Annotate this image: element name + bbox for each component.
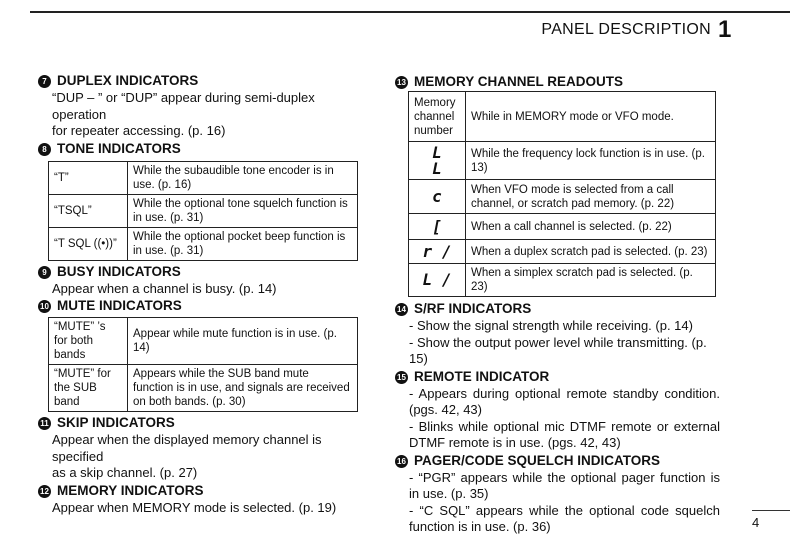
call-channel-readout-glyph: [ — [409, 214, 466, 240]
pager-section — [395, 453, 720, 536]
table-cell: When a call channel is selected. (p. 22) — [466, 214, 716, 240]
list-item: - Show the signal strength while receiving. (p. 14) — [409, 318, 693, 333]
mute-table — [48, 317, 358, 412]
page-number: 4 — [752, 515, 760, 530]
section-title: BUSY INDICATORS — [57, 263, 181, 279]
table-cell: When VFO mode is selected from a call channel, or scratch pad memory. (p. 22) — [466, 180, 716, 214]
list-item: - “C SQL” appears while the optional code squelch function is in use. (p. 36) — [409, 502, 720, 534]
item-number-icon: 9 — [38, 266, 51, 279]
table-cell: Memory channel number — [409, 92, 466, 142]
table-cell: “T” — [49, 161, 128, 194]
busy-section — [38, 264, 360, 298]
table-cell: While the optional tone squelch function is in use. (p. 31) — [128, 194, 358, 227]
table-cell: While the frequency lock function is in use. (p. 13) — [466, 142, 716, 180]
item-number-icon: 15 — [395, 371, 408, 384]
table-row — [409, 240, 716, 264]
memory-section — [38, 483, 360, 517]
table-row — [49, 161, 358, 194]
table-cell: When a duplex scratch pad is selected. (p. 23) — [466, 240, 716, 264]
list-item: - Show the output power level while transmitting. (p. 15) — [409, 334, 707, 366]
page-header-title: PANEL DESCRIPTION — [541, 21, 711, 38]
readouts-table — [408, 91, 716, 297]
item-number-icon: 8 — [38, 143, 51, 156]
item-number-icon: 11 — [38, 417, 51, 430]
table-cell: While in MEMORY mode or VFO mode. — [466, 92, 716, 142]
skip-section — [38, 415, 360, 482]
section-title: TONE INDICATORS — [57, 140, 181, 156]
table-row — [409, 214, 716, 240]
header-rule — [30, 11, 790, 13]
body-text: Appear when MEMORY mode is selected. (p. 19) — [52, 499, 337, 515]
item-number-icon: 10 — [38, 300, 51, 313]
table-row — [49, 318, 358, 365]
table-cell: “TSQL” — [49, 194, 128, 227]
body-text: as a skip channel. (p. 27) — [52, 465, 198, 480]
table-row — [49, 227, 358, 260]
footer-rule — [752, 510, 790, 511]
section-title: REMOTE INDICATOR — [414, 368, 550, 384]
list-item: - “PGR” appears while the optional pager function is in use. (p. 35) — [409, 469, 720, 501]
table-cell: While the subaudible tone encoder is in use. (p. 16) — [128, 161, 358, 194]
left-column — [38, 73, 360, 517]
vfo-call-readout-glyph: c — [409, 180, 466, 214]
table-row — [49, 194, 358, 227]
item-number-icon: 14 — [395, 303, 408, 316]
table-cell: “T SQL ((•))” — [49, 227, 128, 260]
section-title: DUPLEX INDICATORS — [57, 73, 199, 89]
section-title: PAGER/CODE SQUELCH INDICATORS — [414, 452, 661, 468]
section-title: MEMORY CHANNEL READOUTS — [414, 74, 624, 90]
table-cell: While the optional pocket beep function is in use. (p. 31) — [128, 227, 358, 260]
duplex-section — [38, 73, 360, 140]
item-number-icon: 7 — [38, 75, 51, 88]
table-cell: “MUTE” for the SUB band — [49, 365, 128, 412]
readouts-section — [395, 74, 720, 300]
simplex-scratch-readout-glyph: L / — [409, 264, 466, 297]
section-title: S/RF INDICATORS — [414, 301, 532, 317]
table-row — [409, 142, 716, 180]
table-row — [409, 180, 716, 214]
mute-section — [38, 298, 360, 414]
list-item: - Blinks while optional mic DTMF remote or external DTMF remote is in use. (pgs. 42, 43) — [409, 418, 720, 450]
item-number-icon: 12 — [38, 485, 51, 498]
table-row — [409, 92, 716, 142]
tone-section — [38, 141, 360, 263]
item-number-icon: 16 — [395, 455, 408, 468]
section-title: MEMORY INDICATORS — [57, 482, 204, 498]
body-text: for repeater accessing. (p. 16) — [52, 123, 226, 138]
table-row — [49, 365, 358, 412]
body-text: Appear when the displayed memory channel is specified — [52, 432, 322, 464]
body-text: “DUP – ” or “DUP” appear during semi-duplex operation — [52, 90, 315, 122]
table-cell: Appears while the SUB band mute function is in use, and signals are received on both bands. (p. 30) — [128, 365, 358, 412]
tone-table — [48, 161, 358, 261]
section-title: SKIP INDICATORS — [57, 415, 175, 431]
lock-readout-glyph: L L — [409, 142, 466, 180]
srf-section — [395, 301, 720, 368]
body-text: Appear when a channel is busy. (p. 14) — [52, 280, 277, 296]
section-title: MUTE INDICATORS — [57, 298, 182, 314]
table-cell: When a simplex scratch pad is selected. (p. 23) — [466, 264, 716, 297]
table-row — [409, 264, 716, 297]
item-number-icon: 13 — [395, 76, 408, 89]
list-item: - Appears during optional remote standby condition. (pgs. 42, 43) — [409, 385, 720, 417]
duplex-scratch-readout-glyph: r / — [409, 240, 466, 264]
chapter-number: 1 — [718, 16, 732, 43]
right-column — [395, 74, 720, 537]
table-cell: “MUTE” ’s for both bands — [49, 318, 128, 365]
table-cell: Appear while mute function is in use. (p. 14) — [128, 318, 358, 365]
remote-section — [395, 369, 720, 452]
